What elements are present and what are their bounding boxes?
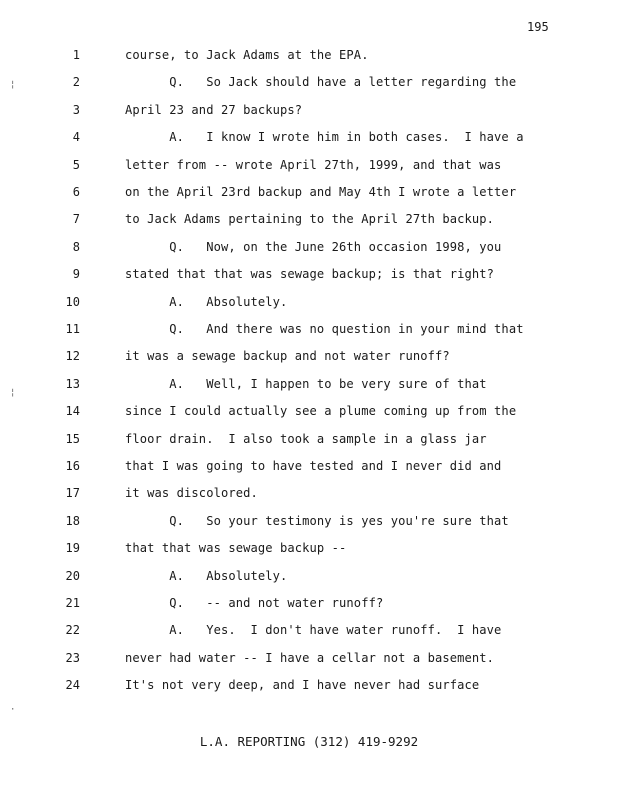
line-number: 20	[65, 568, 80, 583]
transcript-line	[0, 130, 618, 150]
line-number: 4	[72, 130, 80, 145]
line-number: 22	[65, 623, 80, 638]
transcript-line	[0, 514, 618, 534]
transcript-line	[0, 75, 618, 95]
line-number: 6	[72, 185, 80, 199]
line-number: 2	[72, 75, 80, 90]
line-text: A. Well, I happen to be very sure of that	[125, 376, 487, 391]
line-number: 10	[65, 294, 80, 309]
transcript-line	[0, 103, 618, 123]
line-text: Q. So your testimony is yes you're sure that	[125, 513, 509, 528]
transcript-line	[0, 623, 618, 643]
line-text: Q. -- and not water runoff?	[125, 596, 384, 610]
transcript-line	[0, 267, 618, 287]
page-number: 195	[527, 20, 549, 34]
line-text: floor drain. I also took a sample in a glass jar	[125, 431, 487, 446]
line-number: 11	[65, 322, 80, 336]
line-number: 13	[65, 376, 80, 391]
line-text: course, to Jack Adams at the EPA.	[125, 48, 369, 62]
transcript-line	[0, 295, 618, 315]
line-number: 3	[72, 102, 80, 117]
margin-mark: ¦	[10, 80, 16, 90]
line-text: on the April 23rd backup and May 4th I wrote a letter	[125, 185, 517, 199]
transcript-line	[0, 541, 618, 561]
reporter-footer: L.A. REPORTING (312) 419-9292	[199, 734, 419, 749]
margin-mark: ¦	[10, 388, 16, 398]
transcript-line	[0, 349, 618, 369]
line-text: letter from -- wrote April 27th, 1999, and that was	[125, 157, 502, 172]
line-text: Q. So Jack should have a letter regarding the	[125, 75, 517, 90]
line-number: 8	[72, 239, 80, 254]
line-number: 14	[65, 404, 80, 419]
margin-mark: ·	[10, 705, 16, 715]
transcript-line	[0, 404, 618, 424]
line-text: that that was sewage backup --	[125, 541, 347, 556]
line-text: A. Absolutely.	[125, 568, 288, 583]
line-number: 21	[65, 596, 80, 610]
line-number: 7	[72, 212, 80, 227]
line-text: to Jack Adams pertaining to the April 27th backup.	[125, 212, 495, 227]
transcript-line	[0, 158, 618, 178]
line-text: it was discolored.	[125, 486, 258, 501]
transcript-line	[0, 240, 618, 260]
line-number: 17	[65, 486, 80, 501]
line-number: 5	[72, 157, 80, 172]
line-text: A. Yes. I don't have water runoff. I have	[125, 623, 502, 638]
line-number: 24	[65, 678, 80, 693]
transcript-line	[0, 678, 618, 698]
line-text: It's not very deep, and I have never had surface	[125, 678, 480, 693]
transcript-line	[0, 212, 618, 232]
transcript-line	[0, 322, 618, 342]
line-text: it was a sewage backup and not water runoff?	[125, 349, 450, 364]
line-number: 15	[65, 431, 80, 446]
line-number: 16	[65, 459, 80, 473]
line-number: 18	[65, 513, 80, 528]
line-number: 19	[65, 541, 80, 556]
line-number: 9	[72, 267, 80, 282]
line-text: that I was going to have tested and I never did and	[125, 459, 502, 473]
line-number: 23	[65, 650, 80, 665]
line-number: 1	[72, 48, 80, 62]
transcript-line	[0, 185, 618, 205]
transcript-line	[0, 486, 618, 506]
line-text: A. Absolutely.	[125, 294, 288, 309]
transcript-line	[0, 377, 618, 397]
transcript-line	[0, 459, 618, 479]
transcript-line	[0, 569, 618, 589]
line-text: since I could actually see a plume coming up from the	[125, 404, 517, 419]
transcript-line	[0, 48, 618, 68]
line-number: 12	[65, 349, 80, 364]
transcript-line	[0, 432, 618, 452]
line-text: Q. And there was no question in your mind that	[125, 322, 524, 336]
line-text: never had water -- I have a cellar not a basement.	[125, 650, 495, 665]
line-text: stated that that was sewage backup; is that right?	[125, 267, 495, 282]
line-text: April 23 and 27 backups?	[125, 102, 303, 117]
transcript-line	[0, 596, 618, 616]
transcript-line	[0, 651, 618, 671]
line-text: A. I know I wrote him in both cases. I have a	[125, 130, 524, 145]
line-text: Q. Now, on the June 26th occasion 1998, you	[125, 239, 502, 254]
